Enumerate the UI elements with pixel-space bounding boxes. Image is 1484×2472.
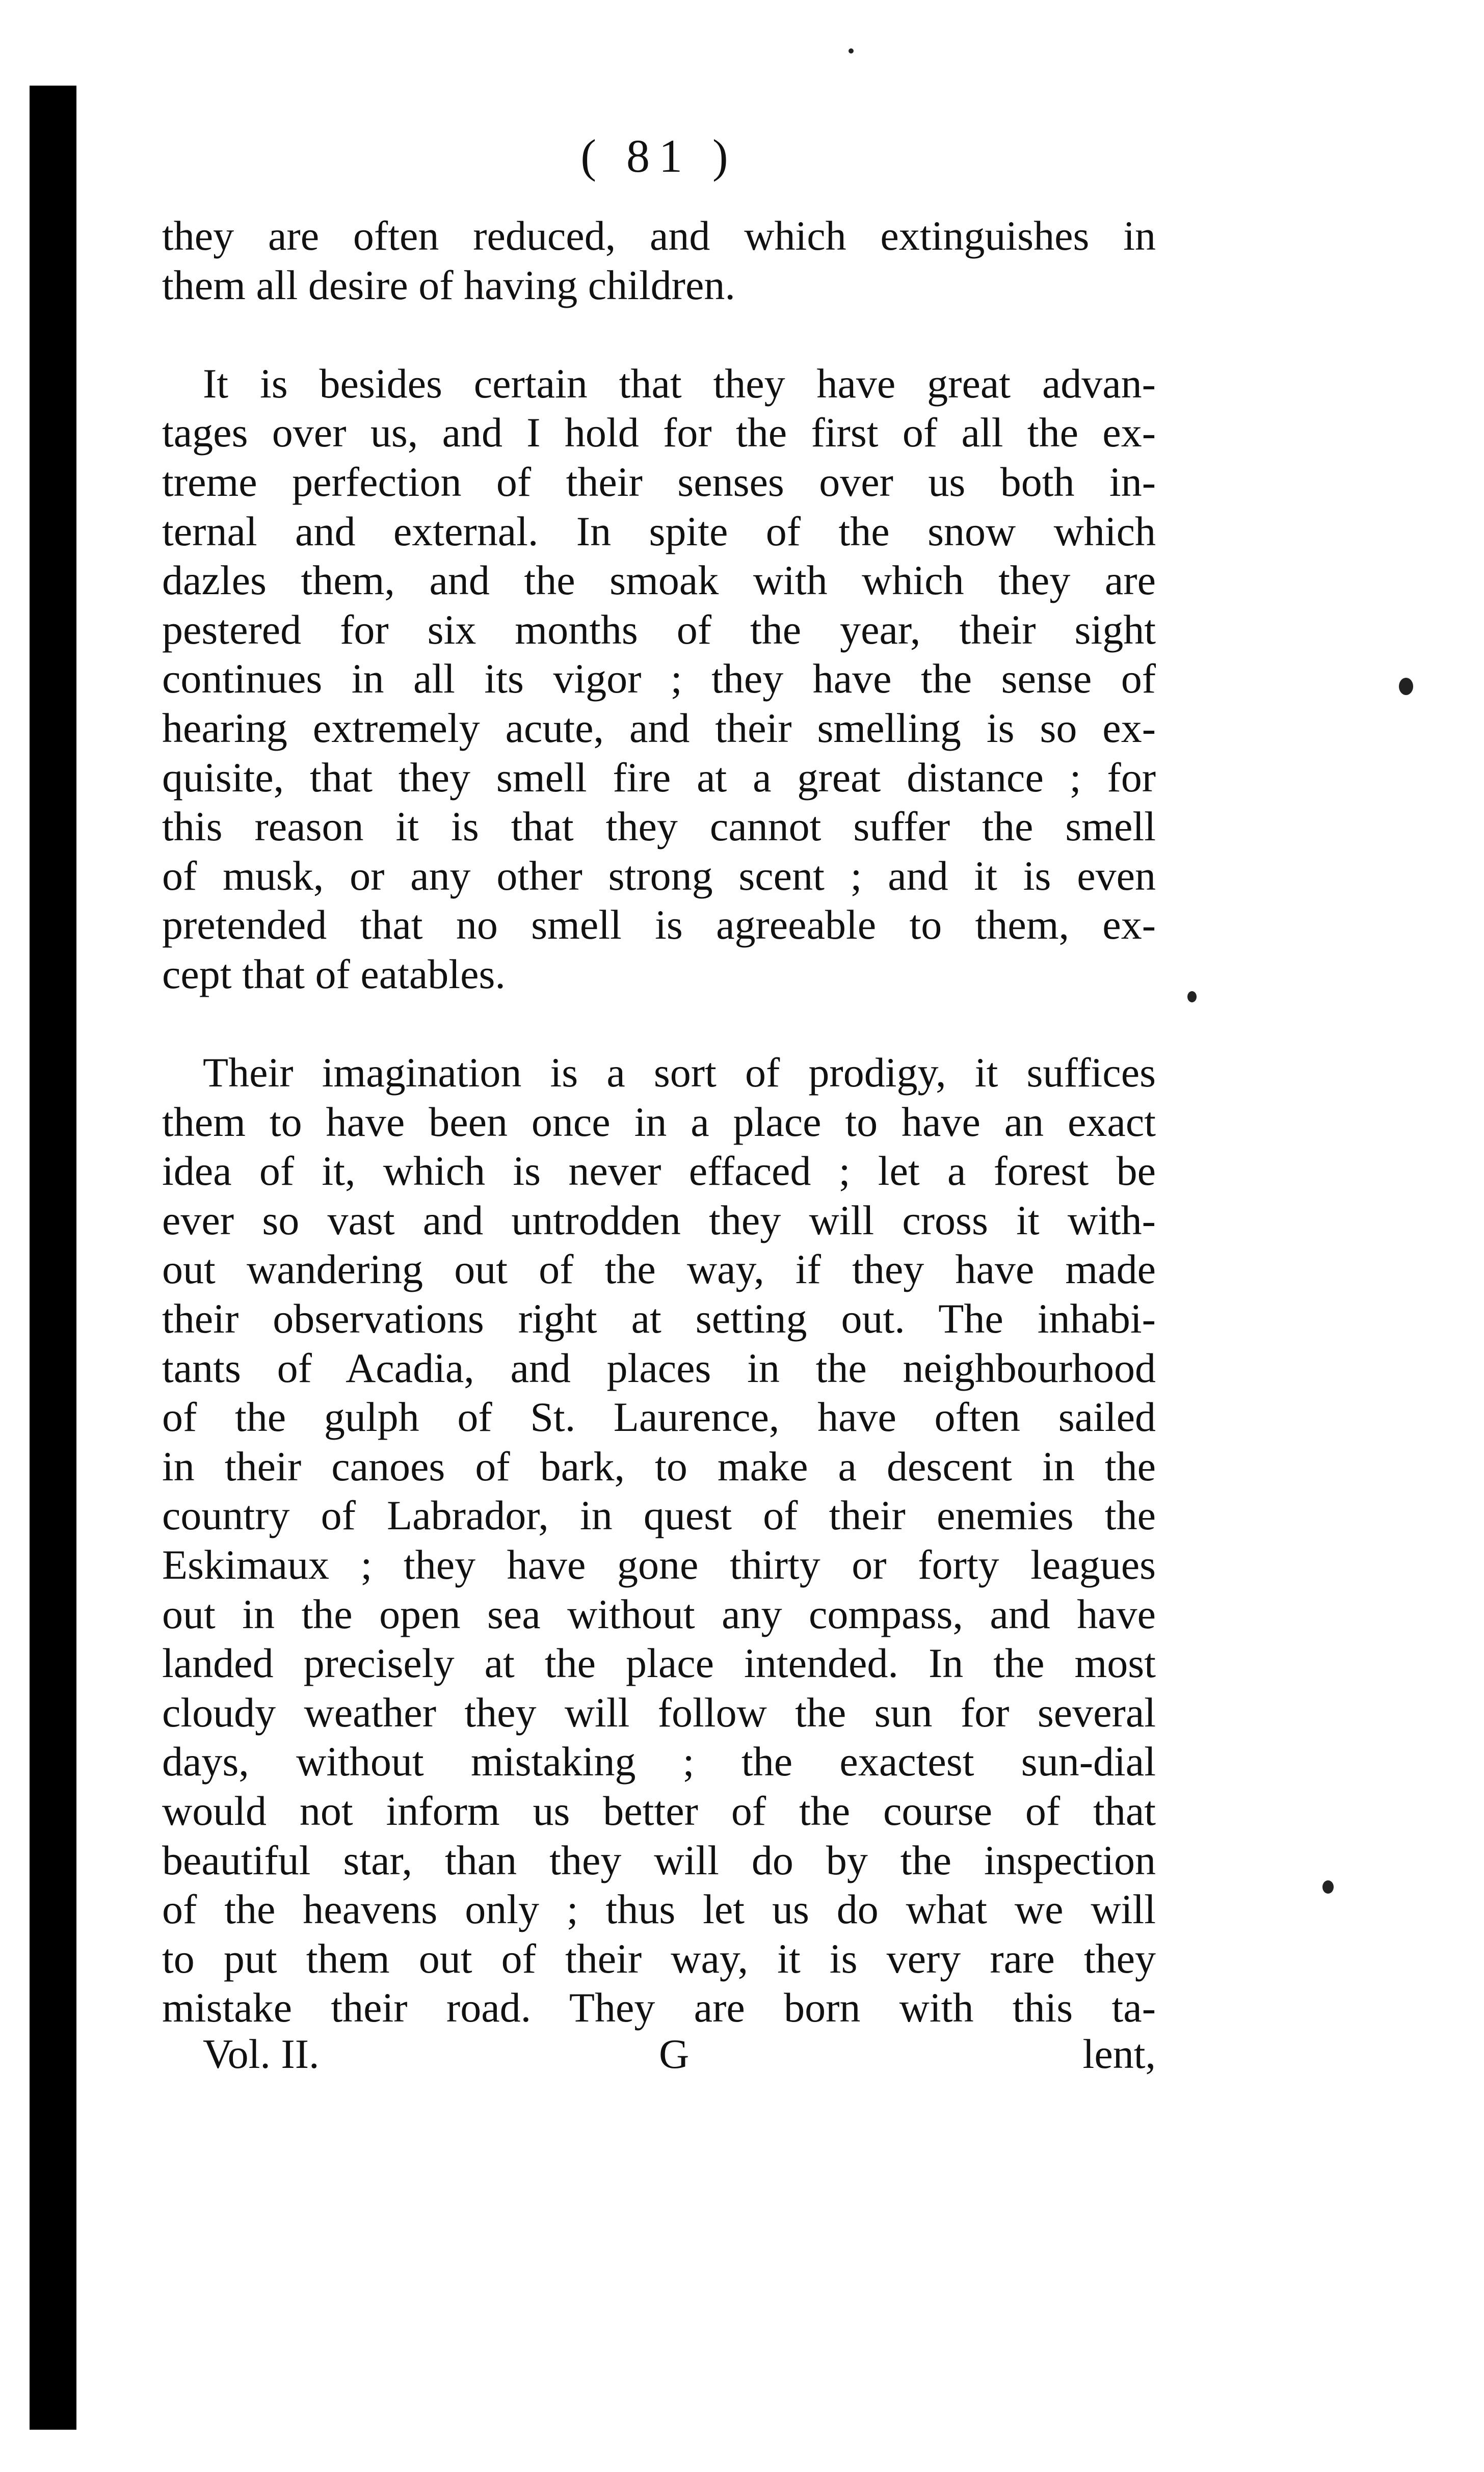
text-line: continues in all its vigor ; they have the sense of bbox=[162, 655, 1156, 702]
text-line: of musk, or any other strong scent ; and it is even bbox=[162, 852, 1156, 899]
text-line: tages over us, and I hold for the first of all the ex- bbox=[162, 409, 1156, 456]
text-line: landed precisely at the place intended. In the most bbox=[162, 1640, 1156, 1687]
text-line: cloudy weather they will follow the sun for several bbox=[162, 1689, 1156, 1736]
text-line: them all desire of having children. bbox=[162, 261, 735, 308]
paragraph-imagination bbox=[162, 1048, 1156, 2033]
text-line: dazles them, and the smoak with which they are bbox=[162, 557, 1156, 604]
text-line: cept that of eatables. bbox=[162, 950, 506, 997]
book-page bbox=[162, 0, 1156, 2472]
text-line: Their imagination is a sort of prodigy, it suffices bbox=[203, 1049, 1156, 1096]
text-line: beautiful star, than they will do by the inspection bbox=[162, 1837, 1156, 1883]
text-line: days, without mistaking ; the exactest sun-dial bbox=[162, 1738, 1156, 1785]
text-line: in their canoes of bark, to make a descent in the bbox=[162, 1443, 1156, 1490]
text-line: tants of Acadia, and places in the neighbourhood bbox=[162, 1344, 1156, 1391]
text-line: of the heavens only ; thus let us do what we will bbox=[162, 1886, 1156, 1933]
text-line: they are often reduced, and which extinguishes in bbox=[162, 212, 1156, 259]
text-line: would not inform us better of the course of that bbox=[162, 1788, 1156, 1834]
text-line: hearing extremely acute, and their smelling is so ex- bbox=[162, 704, 1156, 751]
text-line: ternal and external. In spite of the snow which bbox=[162, 508, 1156, 554]
text-line: their observations right at setting out. The inhabi- bbox=[162, 1295, 1156, 1342]
text-line: country of Labrador, in quest of their enemies the bbox=[162, 1492, 1156, 1539]
text-line: treme perfection of their senses over us both in- bbox=[162, 458, 1156, 505]
paragraph-continuation bbox=[162, 211, 1156, 310]
text-line: out wandering out of the way, if they have made bbox=[162, 1246, 1156, 1293]
binding-shadow bbox=[30, 86, 76, 2430]
text-line: mistake their road. They are born with this ta- bbox=[162, 1984, 1156, 2031]
catchword: lent, bbox=[1082, 2031, 1156, 2077]
text-line: this reason it is that they cannot suffer the smell bbox=[162, 803, 1156, 850]
scan-speck bbox=[1399, 678, 1413, 695]
text-line: quisite, that they smell fire at a great distance ; for bbox=[162, 754, 1156, 801]
page-number: ( 81 ) bbox=[580, 130, 737, 182]
text-line: It is besides certain that they have great advan- bbox=[203, 360, 1156, 407]
text-line: them to have been once in a place to have an exact bbox=[162, 1098, 1156, 1145]
text-line: to put them out of their way, it is very rare they bbox=[162, 1935, 1156, 1982]
text-line: Eskimaux ; they have gone thirty or forty leagues bbox=[162, 1541, 1156, 1588]
text-line: pestered for six months of the year, their sight bbox=[162, 606, 1156, 653]
text-line: pretended that no smell is agreeable to them, ex- bbox=[162, 901, 1156, 948]
text-line: ever so vast and untrodden they will cross it with- bbox=[162, 1197, 1156, 1243]
body-text bbox=[162, 211, 1156, 2033]
text-line: out in the open sea without any compass, and have bbox=[162, 1590, 1156, 1637]
paragraph-senses bbox=[162, 359, 1156, 999]
signature-mark: G bbox=[659, 2031, 690, 2077]
scan-speck bbox=[1187, 991, 1197, 1002]
text-line: idea of it, which is never effaced ; let a forest be bbox=[162, 1148, 1156, 1194]
text-line: of the gulph of St. Laurence, have often sailed bbox=[162, 1394, 1156, 1441]
scan-speck bbox=[849, 48, 854, 54]
scan-speck bbox=[1322, 1880, 1334, 1894]
page-footer bbox=[162, 2033, 1156, 2089]
volume-mark: Vol. II. bbox=[203, 2031, 320, 2077]
